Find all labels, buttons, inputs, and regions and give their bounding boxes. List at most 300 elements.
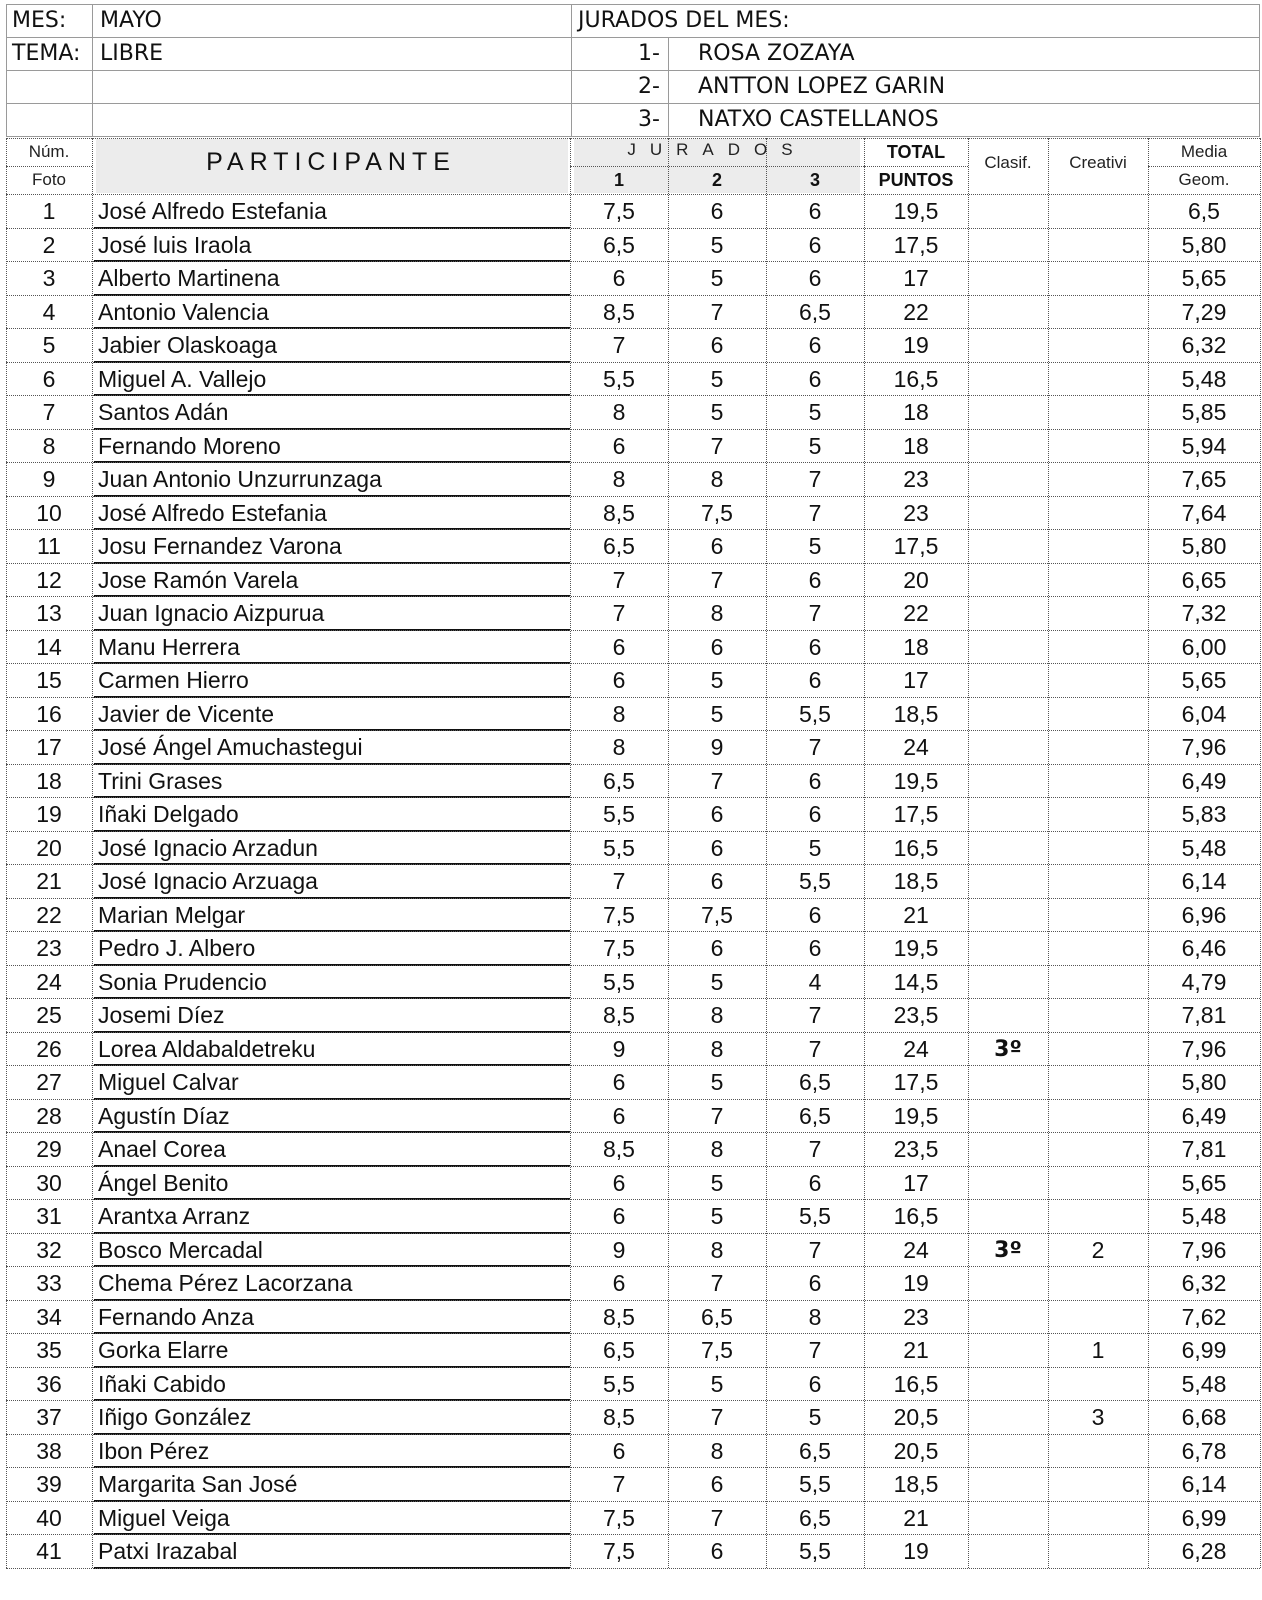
participant-name: Miguel Calvar bbox=[98, 1069, 239, 1095]
score-jurado-1: 7,5 bbox=[603, 901, 635, 928]
media-geometrica: 5,80 bbox=[1181, 231, 1227, 258]
participant-name: Iñaki Delgado bbox=[98, 801, 239, 827]
score-jurado-3: 7 bbox=[808, 734, 822, 760]
foto-number: 7 bbox=[42, 399, 56, 425]
media-geometrica: 4,79 bbox=[1181, 968, 1227, 995]
foto-number: 20 bbox=[36, 834, 62, 861]
score-jurado-3: 6 bbox=[808, 801, 822, 827]
media-geometrica: 7,96 bbox=[1181, 734, 1227, 760]
score-jurado-2: 7 bbox=[710, 1504, 724, 1531]
total-points: 18 bbox=[903, 399, 929, 425]
media-geometrica: 6,65 bbox=[1181, 566, 1227, 593]
score-jurado-1: 6 bbox=[612, 265, 626, 291]
participant-name: Ibon Pérez bbox=[98, 1437, 210, 1464]
score-jurado-2: 5 bbox=[710, 1169, 724, 1196]
total-points: 23 bbox=[903, 466, 929, 492]
score-jurado-1: 6,5 bbox=[603, 1337, 635, 1363]
header-puntos: PUNTOS bbox=[878, 170, 954, 190]
clasificacion bbox=[968, 1333, 1048, 1367]
total-points: 16,5 bbox=[893, 1370, 939, 1397]
creatividad bbox=[1048, 228, 1148, 262]
foto-number: 40 bbox=[36, 1504, 62, 1531]
foto-number: 4 bbox=[42, 298, 56, 325]
total-points: 17,5 bbox=[893, 533, 939, 559]
clasificacion bbox=[968, 998, 1048, 1032]
participant-name: Pedro J. Albero bbox=[98, 935, 256, 961]
score-jurado-2: 6 bbox=[710, 1538, 724, 1564]
clasificacion bbox=[968, 563, 1048, 597]
media-geometrica: 7,32 bbox=[1181, 600, 1227, 626]
score-jurado-3: 6 bbox=[808, 767, 822, 794]
score-jurado-3: 7 bbox=[808, 1337, 822, 1363]
foto-number: 26 bbox=[36, 1035, 62, 1062]
score-jurado-1: 6,5 bbox=[603, 767, 635, 794]
score-jurado-1: 8,5 bbox=[603, 1002, 635, 1028]
creatividad bbox=[1048, 663, 1148, 697]
clasificacion bbox=[968, 529, 1048, 563]
foto-number: 37 bbox=[36, 1404, 62, 1430]
creatividad bbox=[1048, 965, 1148, 999]
clasificacion bbox=[968, 630, 1048, 664]
score-jurado-3: 5 bbox=[808, 1404, 822, 1430]
media-geometrica: 5,48 bbox=[1181, 1203, 1227, 1229]
participant-name: Jabier Olaskoaga bbox=[98, 332, 277, 358]
creatividad bbox=[1048, 1065, 1148, 1099]
score-jurado-3: 5,5 bbox=[799, 1538, 831, 1564]
media-geometrica: 7,65 bbox=[1181, 466, 1227, 492]
creatividad bbox=[1048, 1434, 1148, 1468]
participant-name: José Alfredo Estefania bbox=[98, 499, 327, 526]
creatividad bbox=[1048, 362, 1148, 396]
score-jurado-2: 7 bbox=[710, 1270, 724, 1296]
score-jurado-1: 7 bbox=[612, 868, 626, 894]
participant-name: Josemi Díez bbox=[98, 1002, 225, 1028]
media-geometrica: 5,48 bbox=[1181, 365, 1227, 392]
media-geometrica: 6,99 bbox=[1181, 1337, 1227, 1363]
participant-name: Trini Grases bbox=[98, 767, 223, 794]
score-jurado-3: 7 bbox=[808, 1035, 822, 1062]
score-jurado-3: 6 bbox=[808, 365, 822, 392]
media-geometrica: 6,04 bbox=[1181, 700, 1227, 727]
foto-number: 21 bbox=[36, 868, 62, 894]
foto-number: 25 bbox=[36, 1002, 62, 1028]
creatividad bbox=[1048, 764, 1148, 798]
clasificacion bbox=[968, 328, 1048, 362]
header-clasif: Clasif. bbox=[984, 153, 1032, 172]
score-jurado-3: 6,5 bbox=[799, 1069, 831, 1095]
participant-name: José Ignacio Arzuaga bbox=[98, 868, 318, 894]
score-jurado-2: 7 bbox=[710, 298, 724, 325]
media-geometrica: 5,65 bbox=[1181, 1169, 1227, 1196]
foto-number: 19 bbox=[36, 801, 62, 827]
score-jurado-2: 6 bbox=[710, 834, 724, 861]
score-jurado-3: 7 bbox=[808, 1236, 822, 1263]
score-jurado-3: 6,5 bbox=[799, 1504, 831, 1531]
foto-number: 5 bbox=[42, 332, 56, 358]
foto-number: 9 bbox=[42, 466, 56, 492]
foto-number: 8 bbox=[42, 432, 56, 459]
score-jurado-2: 7,5 bbox=[701, 901, 733, 928]
score-jurado-3: 6 bbox=[808, 332, 822, 358]
mes-value: MAYO bbox=[100, 8, 162, 33]
clasificacion bbox=[968, 797, 1048, 831]
score-jurado-3: 5 bbox=[808, 533, 822, 559]
creatividad bbox=[1048, 395, 1148, 429]
clasificacion bbox=[968, 730, 1048, 764]
total-points: 17,5 bbox=[893, 231, 939, 258]
clasificacion bbox=[968, 1266, 1048, 1300]
clasificacion bbox=[968, 1065, 1048, 1099]
media-geometrica: 6,32 bbox=[1181, 332, 1227, 358]
score-jurado-2: 7 bbox=[710, 566, 724, 593]
total-points: 17 bbox=[903, 265, 929, 291]
clasificacion bbox=[968, 429, 1048, 463]
foto-number: 24 bbox=[36, 968, 62, 995]
score-jurado-2: 5 bbox=[710, 265, 724, 291]
score-jurado-2: 8 bbox=[710, 1236, 724, 1263]
header-foto: Foto bbox=[31, 170, 67, 189]
total-points: 17,5 bbox=[893, 801, 939, 827]
media-geometrica: 5,85 bbox=[1181, 399, 1227, 425]
participant-name: Carmen Hierro bbox=[98, 667, 249, 693]
jurado-name: ANTTON LOPEZ GARIN bbox=[698, 74, 946, 99]
score-jurado-2: 5 bbox=[710, 968, 724, 995]
score-jurado-3: 6 bbox=[808, 1270, 822, 1296]
media-geometrica: 7,64 bbox=[1181, 499, 1227, 526]
clasificacion bbox=[968, 965, 1048, 999]
clasificacion bbox=[968, 295, 1048, 329]
foto-number: 35 bbox=[36, 1337, 62, 1363]
total-points: 18,5 bbox=[893, 700, 939, 727]
total-points: 18 bbox=[903, 432, 929, 459]
score-jurado-3: 7 bbox=[808, 1002, 822, 1028]
total-points: 17 bbox=[903, 1169, 929, 1196]
total-points: 18,5 bbox=[893, 1471, 939, 1497]
participant-name: Agustín Díaz bbox=[98, 1102, 230, 1129]
total-points: 21 bbox=[903, 1504, 929, 1531]
creatividad bbox=[1048, 1099, 1148, 1133]
score-jurado-3: 6 bbox=[808, 1169, 822, 1196]
total-points: 16,5 bbox=[893, 1203, 939, 1229]
total-points: 21 bbox=[903, 1337, 929, 1363]
media-geometrica: 6,96 bbox=[1181, 901, 1227, 928]
creatividad bbox=[1048, 496, 1148, 530]
score-jurado-1: 9 bbox=[612, 1236, 626, 1263]
clasificacion bbox=[968, 596, 1048, 630]
total-points: 23,5 bbox=[893, 1136, 939, 1162]
score-jurado-1: 5,5 bbox=[603, 968, 635, 995]
creatividad bbox=[1048, 1166, 1148, 1200]
clasificacion bbox=[968, 1132, 1048, 1166]
score-jurado-1: 6 bbox=[612, 1437, 626, 1464]
header-jurado-2: 2 bbox=[711, 170, 722, 190]
foto-number: 1 bbox=[42, 198, 56, 224]
foto-number: 33 bbox=[36, 1270, 62, 1296]
total-points: 24 bbox=[903, 1236, 929, 1263]
foto-number: 22 bbox=[36, 901, 62, 928]
media-geometrica: 6,99 bbox=[1181, 1504, 1227, 1531]
jurado-name: ROSA ZOZAYA bbox=[698, 41, 855, 66]
foto-number: 32 bbox=[36, 1236, 62, 1263]
media-geometrica: 6,78 bbox=[1181, 1437, 1227, 1464]
clasificacion bbox=[968, 1434, 1048, 1468]
participant-name: José Ignacio Arzadun bbox=[98, 834, 318, 861]
score-jurado-2: 6 bbox=[710, 198, 724, 224]
media-geometrica: 5,48 bbox=[1181, 834, 1227, 861]
media-geometrica: 5,83 bbox=[1181, 801, 1227, 827]
participant-name: José Alfredo Estefania bbox=[98, 198, 327, 224]
creatividad bbox=[1048, 1501, 1148, 1535]
total-points: 16,5 bbox=[893, 365, 939, 392]
participant-name: José luis Iraola bbox=[98, 231, 252, 258]
score-jurado-1: 8,5 bbox=[603, 1404, 635, 1430]
clasificacion bbox=[968, 261, 1048, 295]
media-geometrica: 5,94 bbox=[1181, 432, 1227, 459]
participant-name: Arantxa Arranz bbox=[98, 1203, 251, 1229]
score-jurado-3: 6,5 bbox=[799, 298, 831, 325]
foto-number: 18 bbox=[36, 767, 62, 794]
media-geometrica: 6,5 bbox=[1188, 198, 1220, 224]
total-points: 18 bbox=[903, 633, 929, 660]
score-jurado-2: 6 bbox=[710, 868, 724, 894]
clasificacion bbox=[968, 764, 1048, 798]
participant-name: Chema Pérez Lacorzana bbox=[98, 1270, 353, 1296]
participant-name: Iñigo González bbox=[98, 1404, 252, 1430]
score-jurado-2: 7,5 bbox=[701, 1337, 733, 1363]
score-jurado-2: 8 bbox=[710, 466, 724, 492]
mes-label: MES: bbox=[12, 8, 67, 33]
total-points: 19 bbox=[903, 332, 929, 358]
media-geometrica: 6,46 bbox=[1181, 935, 1227, 961]
total-points: 20 bbox=[903, 566, 929, 593]
media-geometrica: 7,81 bbox=[1181, 1002, 1227, 1028]
media-geometrica: 5,80 bbox=[1181, 533, 1227, 559]
score-jurado-2: 8 bbox=[710, 1002, 724, 1028]
header-num: Núm. bbox=[28, 142, 70, 161]
score-jurado-3: 6 bbox=[808, 633, 822, 660]
score-jurado-1: 8 bbox=[612, 466, 626, 492]
media-geometrica: 7,96 bbox=[1181, 1035, 1227, 1062]
score-jurado-2: 5 bbox=[710, 1069, 724, 1095]
creatividad bbox=[1048, 596, 1148, 630]
creatividad bbox=[1048, 864, 1148, 898]
participant-name: Antonio Valencia bbox=[98, 298, 269, 325]
media-geometrica: 7,96 bbox=[1181, 1236, 1227, 1263]
creatividad bbox=[1048, 831, 1148, 865]
score-jurado-2: 9 bbox=[710, 734, 724, 760]
clasificacion bbox=[968, 228, 1048, 262]
score-jurado-2: 7,5 bbox=[701, 499, 733, 526]
participant-name: Gorka Elarre bbox=[98, 1337, 229, 1363]
clasificacion bbox=[968, 697, 1048, 731]
jurado-number: 1- bbox=[638, 41, 660, 66]
jurado-name: NATXO CASTELLANOS bbox=[698, 107, 939, 132]
total-points: 23,5 bbox=[893, 1002, 939, 1028]
foto-number: 14 bbox=[36, 633, 62, 660]
total-points: 20,5 bbox=[893, 1404, 939, 1430]
total-points: 22 bbox=[903, 298, 929, 325]
score-jurado-1: 5,5 bbox=[603, 1370, 635, 1397]
clasificacion bbox=[968, 931, 1048, 965]
clasificacion bbox=[968, 1099, 1048, 1133]
participant-name: Juan Ignacio Aizpurua bbox=[98, 600, 325, 626]
score-jurado-3: 6 bbox=[808, 198, 822, 224]
score-jurado-1: 5,5 bbox=[603, 834, 635, 861]
total-points: 19,5 bbox=[893, 935, 939, 961]
score-jurado-3: 6 bbox=[808, 1370, 822, 1397]
creatividad: 3 bbox=[1091, 1404, 1105, 1430]
total-points: 17 bbox=[903, 667, 929, 693]
score-jurado-1: 6 bbox=[612, 1270, 626, 1296]
media-geometrica: 5,80 bbox=[1181, 1069, 1227, 1095]
score-jurado-1: 7 bbox=[612, 1471, 626, 1497]
clasificacion bbox=[968, 864, 1048, 898]
score-jurado-2: 5 bbox=[710, 231, 724, 258]
score-jurado-3: 5 bbox=[808, 834, 822, 861]
participant-name: Margarita San José bbox=[98, 1471, 298, 1497]
score-jurado-1: 6 bbox=[612, 1102, 626, 1129]
score-jurado-1: 7 bbox=[612, 600, 626, 626]
score-jurado-3: 6,5 bbox=[799, 1437, 831, 1464]
media-geometrica: 6,28 bbox=[1181, 1538, 1227, 1564]
score-jurado-3: 5 bbox=[808, 432, 822, 459]
jurado-number: 3- bbox=[638, 107, 660, 132]
score-jurado-1: 8 bbox=[612, 734, 626, 760]
media-geometrica: 7,29 bbox=[1181, 298, 1227, 325]
participant-name: Josu Fernandez Varona bbox=[98, 533, 342, 559]
score-jurado-1: 8,5 bbox=[603, 1136, 635, 1162]
creatividad bbox=[1048, 194, 1148, 228]
participant-name: Patxi Irazabal bbox=[98, 1538, 238, 1564]
score-jurado-1: 7,5 bbox=[603, 1504, 635, 1531]
participant-name: Marian Melgar bbox=[98, 901, 245, 928]
score-jurado-3: 6,5 bbox=[799, 1102, 831, 1129]
score-jurado-2: 5 bbox=[710, 700, 724, 727]
score-jurado-2: 6 bbox=[710, 533, 724, 559]
score-jurado-1: 7 bbox=[612, 566, 626, 593]
jurados-del-mes-label: JURADOS DEL MES: bbox=[578, 8, 790, 33]
creatividad bbox=[1048, 797, 1148, 831]
clasificacion bbox=[968, 831, 1048, 865]
score-jurado-1: 5,5 bbox=[603, 801, 635, 827]
participant-name: Sonia Prudencio bbox=[98, 968, 267, 995]
score-jurado-2: 6 bbox=[710, 801, 724, 827]
clasificacion bbox=[968, 1367, 1048, 1401]
participant-name: Bosco Mercadal bbox=[98, 1236, 263, 1263]
participant-name: Alberto Martinena bbox=[98, 265, 280, 291]
total-points: 19,5 bbox=[893, 1102, 939, 1129]
score-jurado-3: 6 bbox=[808, 231, 822, 258]
total-points: 24 bbox=[903, 734, 929, 760]
clasificacion bbox=[968, 362, 1048, 396]
score-jurado-2: 6 bbox=[710, 1471, 724, 1497]
total-points: 20,5 bbox=[893, 1437, 939, 1464]
creatividad bbox=[1048, 931, 1148, 965]
foto-number: 28 bbox=[36, 1102, 62, 1129]
score-jurado-2: 5 bbox=[710, 1203, 724, 1229]
foto-number: 15 bbox=[36, 667, 62, 693]
score-jurado-3: 6 bbox=[808, 667, 822, 693]
score-jurado-3: 8 bbox=[808, 1303, 822, 1330]
total-points: 22 bbox=[903, 600, 929, 626]
participant-name: Manu Herrera bbox=[98, 633, 240, 660]
media-geometrica: 6,14 bbox=[1181, 1471, 1227, 1497]
clasificacion bbox=[968, 395, 1048, 429]
participant-name: Juan Antonio Unzurrunzaga bbox=[98, 466, 382, 492]
score-jurado-3: 7 bbox=[808, 600, 822, 626]
foto-number: 2 bbox=[42, 231, 56, 258]
score-jurado-3: 5,5 bbox=[799, 868, 831, 894]
header-jurados: JURADOS bbox=[627, 140, 807, 159]
jurado-number: 2- bbox=[638, 74, 660, 99]
score-jurado-1: 8,5 bbox=[603, 1303, 635, 1330]
score-jurado-1: 7,5 bbox=[603, 935, 635, 961]
media-geometrica: 6,14 bbox=[1181, 868, 1227, 894]
creatividad bbox=[1048, 529, 1148, 563]
score-jurado-3: 5,5 bbox=[799, 1471, 831, 1497]
score-jurado-1: 6 bbox=[612, 633, 626, 660]
total-points: 19 bbox=[903, 1538, 929, 1564]
score-jurado-3: 6 bbox=[808, 901, 822, 928]
tema-label: TEMA: bbox=[12, 41, 81, 66]
foto-number: 10 bbox=[36, 499, 62, 526]
media-geometrica: 5,48 bbox=[1181, 1370, 1227, 1397]
total-points: 24 bbox=[903, 1035, 929, 1062]
score-jurado-2: 5 bbox=[710, 365, 724, 392]
score-jurado-1: 5,5 bbox=[603, 365, 635, 392]
clasificacion bbox=[968, 1534, 1048, 1568]
clasificacion bbox=[968, 194, 1048, 228]
score-jurado-3: 5,5 bbox=[799, 700, 831, 727]
score-jurado-2: 7 bbox=[710, 767, 724, 794]
score-jurado-2: 6 bbox=[710, 332, 724, 358]
foto-number: 17 bbox=[36, 734, 62, 760]
total-points: 23 bbox=[903, 1303, 929, 1330]
clasificacion: 3º bbox=[994, 1237, 1022, 1263]
score-jurado-1: 7,5 bbox=[603, 1538, 635, 1564]
score-jurado-1: 6 bbox=[612, 1203, 626, 1229]
score-jurado-3: 6 bbox=[808, 566, 822, 593]
score-jurado-1: 8 bbox=[612, 399, 626, 425]
total-points: 16,5 bbox=[893, 834, 939, 861]
score-jurado-1: 8 bbox=[612, 700, 626, 727]
score-jurado-2: 8 bbox=[710, 600, 724, 626]
score-jurado-2: 8 bbox=[710, 1437, 724, 1464]
header-jurado-1: 1 bbox=[613, 170, 624, 190]
score-jurado-1: 7 bbox=[612, 332, 626, 358]
total-points: 19,5 bbox=[893, 767, 939, 794]
score-jurado-1: 6 bbox=[612, 1069, 626, 1095]
clasificacion bbox=[968, 1166, 1048, 1200]
score-jurado-2: 5 bbox=[710, 399, 724, 425]
score-jurado-1: 7,5 bbox=[603, 198, 635, 224]
foto-number: 38 bbox=[36, 1437, 62, 1464]
total-points: 23 bbox=[903, 499, 929, 526]
creatividad bbox=[1048, 1534, 1148, 1568]
score-jurado-1: 6,5 bbox=[603, 231, 635, 258]
score-jurado-3: 6 bbox=[808, 935, 822, 961]
foto-number: 27 bbox=[36, 1069, 62, 1095]
header-jurado-3: 3 bbox=[809, 170, 820, 190]
creatividad bbox=[1048, 998, 1148, 1032]
score-jurado-2: 8 bbox=[710, 1035, 724, 1062]
foto-number: 23 bbox=[36, 935, 62, 961]
participant-name: Lorea Aldabaldetreku bbox=[98, 1035, 316, 1062]
participant-name: Ángel Benito bbox=[98, 1169, 229, 1196]
foto-number: 13 bbox=[36, 600, 62, 626]
media-geometrica: 7,62 bbox=[1181, 1303, 1227, 1330]
score-jurado-1: 8,5 bbox=[603, 298, 635, 325]
